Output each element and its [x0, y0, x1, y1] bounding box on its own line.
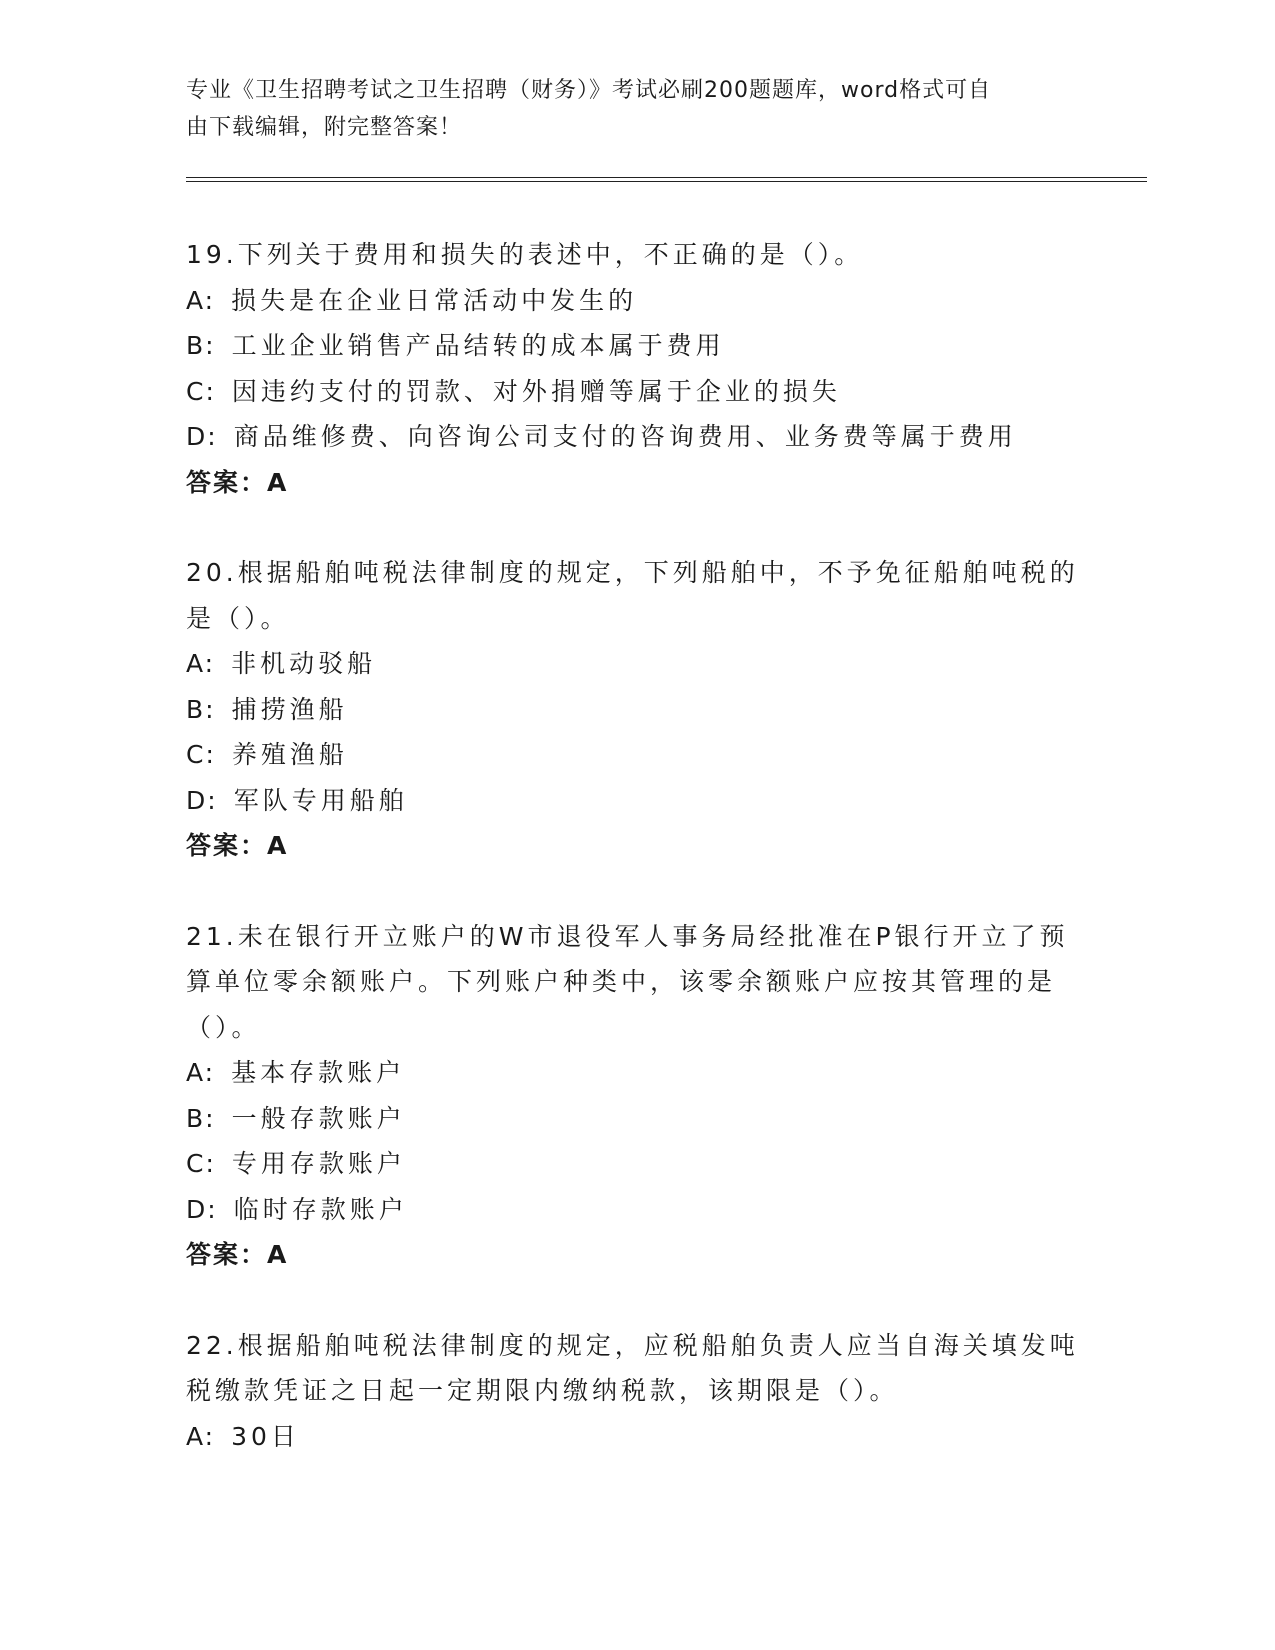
option-letter: C: [186, 1149, 216, 1178]
question-stem-line-1: 22.根据船舶吨税法律制度的规定，应税船舶负责人应当自海关填发吨 [186, 1330, 1079, 1360]
option-c [186, 732, 1086, 778]
option-a [186, 641, 1086, 687]
option-letter: C: [186, 376, 216, 406]
option-text: 30日 [231, 1421, 300, 1451]
answer-label: 答案：A [186, 831, 289, 860]
question-stem-line-2: 算单位零余额账户。下列账户种类中，该零余额账户应按其管理的是 [186, 967, 1057, 996]
answer-label: 答案：A [186, 467, 289, 497]
header-line-2: 由下载编辑，附完整答案！ [186, 115, 463, 140]
option-letter: A: [186, 649, 216, 678]
option-letter: D: [186, 422, 218, 451]
option-c [186, 1141, 1086, 1187]
answer-label: 答案：A [186, 1240, 289, 1269]
option-text: 因违约支付的罚款、对外捐赠等属于企业的损失 [231, 376, 841, 406]
question-20 [186, 550, 1086, 869]
option-letter: B: [186, 1103, 216, 1133]
question-stem-line-3: （）。 [186, 1012, 261, 1042]
option-a [186, 1414, 1086, 1460]
option-letter: B: [186, 331, 216, 360]
option-b [186, 687, 1086, 733]
question-21 [186, 914, 1086, 1278]
option-letter: C: [186, 740, 216, 769]
question-stem: 19.下列关于费用和损失的表述中，不正确的是（）。 [186, 240, 864, 269]
question-stem-line-2: 是（）。 [186, 603, 290, 633]
option-d [186, 778, 1086, 824]
option-text: 一般存款账户 [231, 1103, 406, 1133]
option-c [186, 369, 1086, 415]
option-a [186, 278, 1086, 324]
option-text: 损失是在企业日常活动中发生的 [231, 285, 638, 315]
option-letter: A: [186, 285, 216, 315]
option-letter: D: [186, 1194, 218, 1224]
option-letter: B: [186, 694, 216, 724]
header-divider-bottom [186, 181, 1147, 182]
option-letter: A: [186, 1421, 216, 1451]
option-a [186, 1050, 1086, 1096]
option-text: 商品维修费、向咨询公司支付的咨询费用、业务费等属于费用 [233, 422, 1017, 451]
option-d [186, 414, 1086, 460]
option-text: 临时存款账户 [233, 1194, 408, 1224]
option-b [186, 1096, 1086, 1142]
option-text: 非机动驳船 [231, 649, 377, 678]
option-text: 军队专用船舶 [233, 785, 408, 815]
option-b [186, 323, 1086, 369]
option-letter: D: [186, 785, 218, 815]
option-text: 工业企业销售产品结转的成本属于费用 [231, 331, 725, 360]
question-stem-line-1: 21.未在银行开立账户的W市退役军人事务局经批准在P银行开立了预 [186, 921, 1069, 951]
option-text: 养殖渔船 [231, 740, 348, 769]
question-list [186, 232, 1086, 1504]
option-d [186, 1187, 1086, 1233]
question-stem-line-1: 20.根据船舶吨税法律制度的规定，下列船舶中，不予免征船舶吨税的 [186, 558, 1079, 587]
option-text: 捕捞渔船 [231, 694, 348, 724]
question-22 [186, 1323, 1086, 1460]
option-text: 基本存款账户 [231, 1058, 406, 1087]
option-text: 专用存款账户 [231, 1149, 406, 1178]
question-stem-line-2: 税缴款凭证之日起一定期限内缴纳税款，该期限是（）。 [186, 1376, 899, 1405]
option-letter: A: [186, 1058, 216, 1087]
document-header [186, 72, 1086, 146]
header-line-1: 专业《卫生招聘考试之卫生招聘（财务）》考试必刷200题题库，word格式可自 [186, 78, 992, 103]
question-19 [186, 232, 1086, 505]
header-divider-top [186, 177, 1147, 178]
